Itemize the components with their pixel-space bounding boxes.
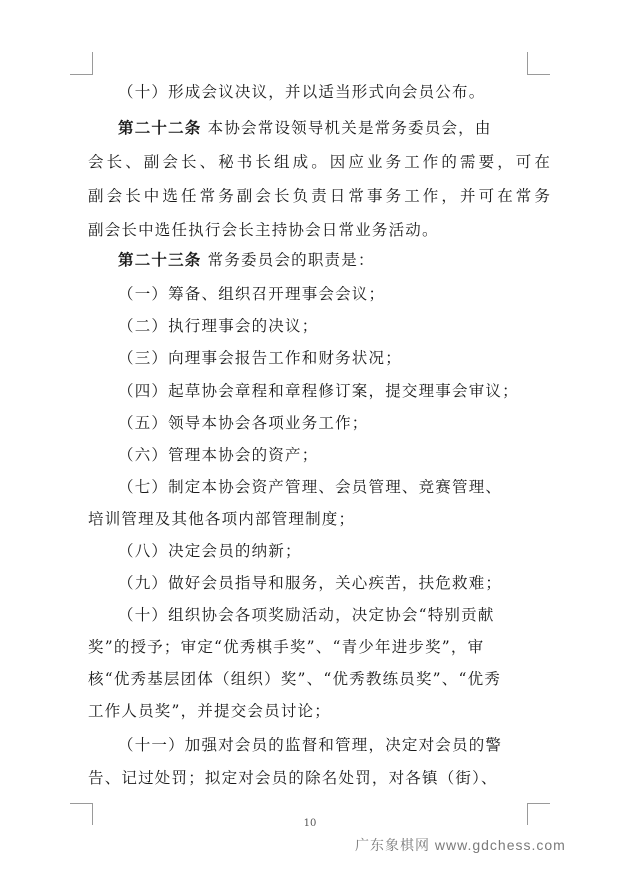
crop-mark-top-right-h [527,74,550,75]
page-number: 10 [303,818,317,829]
article-23-heading: 第二十三条 [118,250,202,269]
duty-item-7: （七）制定本协会资产管理、会员管理、竞赛管理、 [118,478,503,496]
article-22-first-line [118,118,558,138]
duty-item-8: （八）决定会员的纳新； [118,542,302,560]
article-22-line-2: 会长、副会长、秘书长组成。因应业务工作的需要，可在 [88,153,554,171]
article-22-line-4: 副会长中选任执行会长主持协会日常业务活动。 [88,221,439,239]
article-23-text: 常务委员会的职责是： [201,251,375,269]
duty-item-1: （一）筹备、组织召开理事会会议； [118,285,386,303]
article-22-heading: 第二十二条 [118,118,202,137]
clause-10-resolution: （十）形成会议决议，并以适当形式向会员公布。 [118,83,486,101]
duty-item-2: （二）执行理事会的决议； [118,317,319,335]
duty-item-10-cont-3: 工作人员奖”，并提交会员讨论； [88,702,331,720]
duty-item-11-cont: 告、记过处罚；拟定对会员的除名处罚，对各镇（街）、 [88,769,498,787]
duty-item-9: （九）做好会员指导和服务，关心疾苦，扶危救难； [118,574,503,592]
crop-mark-bottom-right-h [527,803,550,804]
article-23-first-line [118,250,558,270]
crop-mark-top-left-h [70,74,93,75]
duty-item-10-cont-1: 奖”的授予；审定“优秀棋手奖”、“青少年进步奖”，审 [88,638,485,656]
duty-item-11: （十一）加强对会员的监督和管理，决定对会员的警 [118,736,503,754]
duty-item-5: （五）领导本协会各项业务工作； [118,414,369,432]
crop-mark-top-right-v [527,52,528,74]
duty-item-4: （四）起草协会章程和章程修订案，提交理事会审议； [118,382,519,400]
article-22-line-3: 副会长中选任常务副会长负责日常事务工作，并可在常务 [88,187,554,205]
site-watermark: 广东象棋网 www.gdchess.com [355,837,566,853]
duty-item-7-cont: 培训管理及其他各项内部管理制度； [88,510,356,528]
article-22-text: 本协会常设领导机关是常务委员会，由 [201,119,492,137]
crop-mark-bottom-left-h [70,803,93,804]
duty-item-3: （三）向理事会报告工作和财务状况； [118,349,402,367]
duty-item-6: （六）管理本协会的资产； [118,446,319,464]
crop-mark-top-left-v [92,52,93,74]
duty-item-10-cont-2: 核“优秀基层团体（组织）奖”、“优秀教练员奖”、“优秀 [88,670,502,688]
duty-item-10: （十）组织协会各项奖励活动，决定协会“特别贡献 [118,606,495,624]
